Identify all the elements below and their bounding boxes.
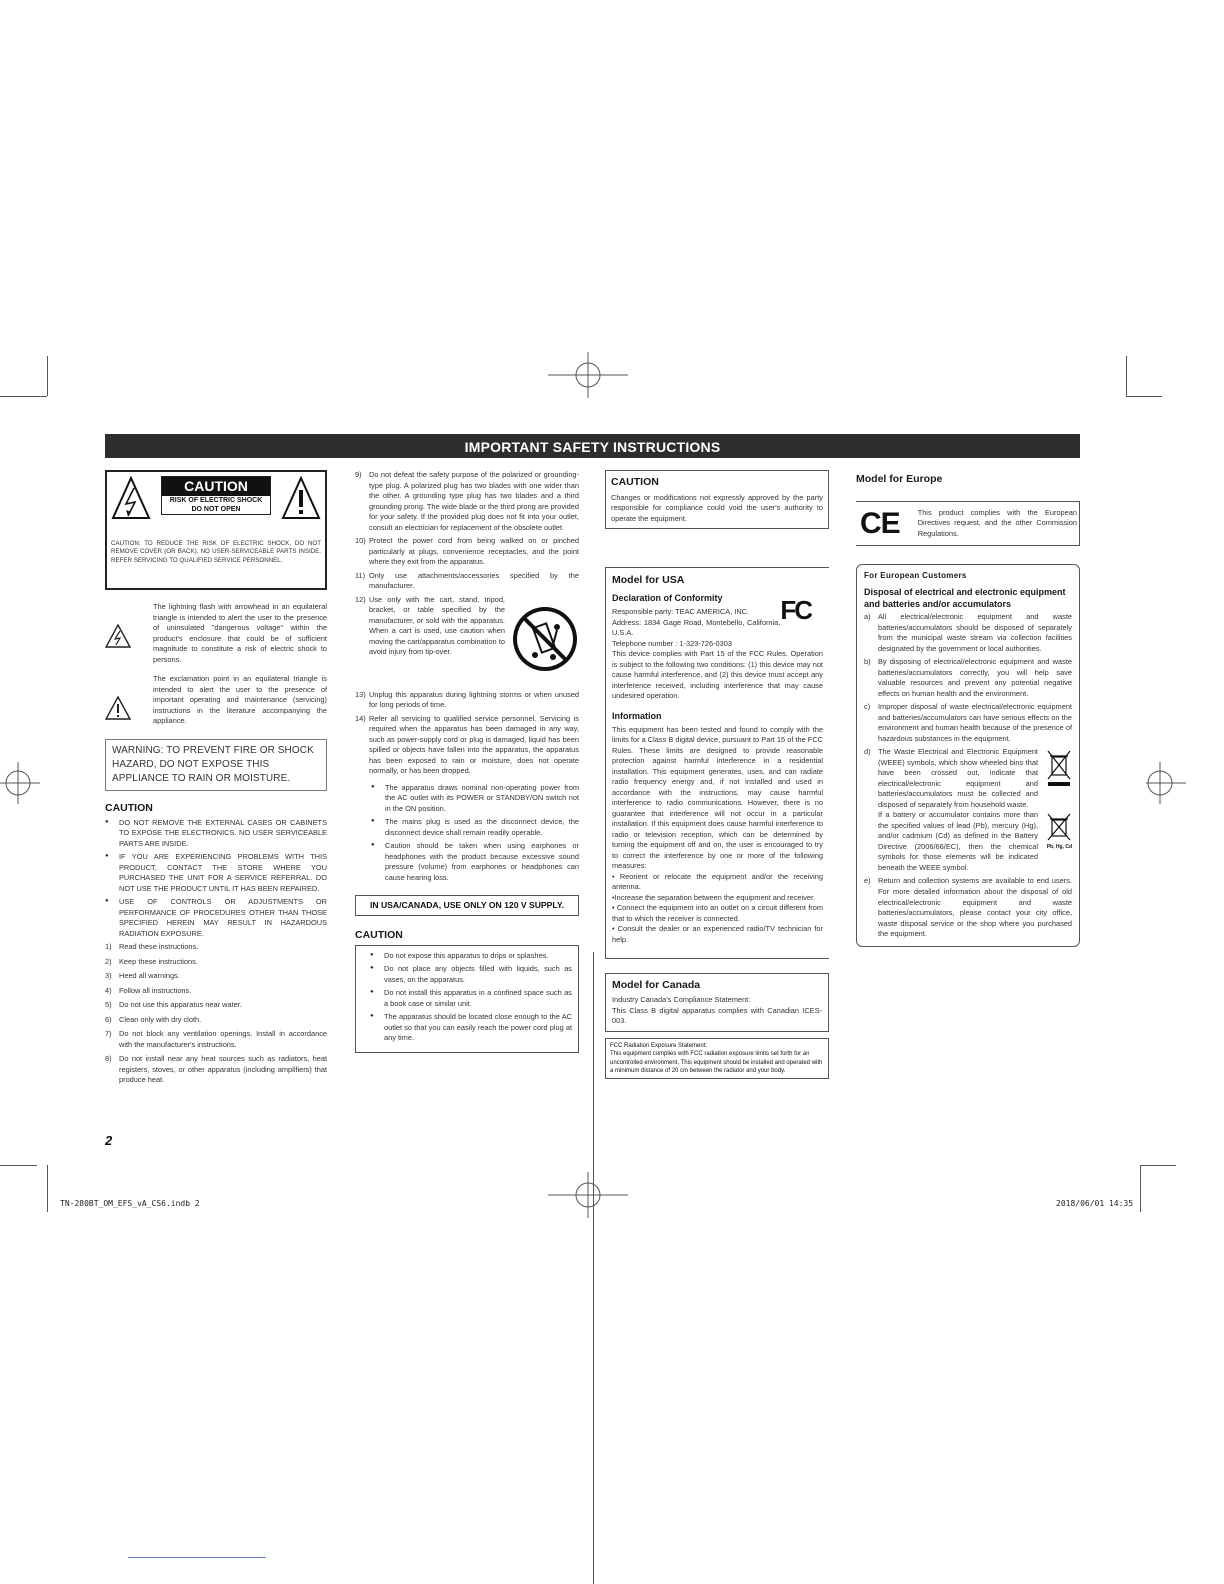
instruction-item: 3) Heed all warnings. [105,971,180,981]
bullets-14 [355,783,579,884]
instruction-item: 5) Do not use this apparatus near water. [105,1000,242,1010]
disposal-heading: Disposal of electrical and electronic equipment and batteries and/or accumulators [864,586,1066,609]
caution-item: ● IF YOU ARE EXPERIENCING PROBLEMS WITH THIS PRODUCT, CONTACT THE STORE WHERE YOU PURCHASED THE UNIT FOR A SERVICE REFERRAL. DO NOT USE THE PRODUCT UNTIL IT HAS BEEN REPAIRED. [105,852,327,894]
ce-section [856,501,1080,547]
bullet-item: ● The apparatus draws nominal non-operating power from the AC outlet with its POWER or STANDBY/ON switch not in the ON position. [371,783,579,815]
bin-chemical-label: Pb, Hg, Cd [1046,844,1072,851]
caution-list [105,818,327,940]
instruction-item: 4) Follow all instructions. [105,985,192,995]
caution2-item: ● Do not expose this apparatus to drips or splashes. [370,951,572,962]
weee-bin-icon [1046,749,1072,789]
instruction-item: 12) Use only with the cart, stand, tripod, bracket, or table specified by the manufacturer, or sold with the apparatus. When a cart is used, use caution when moving the cart/apparatus combination to avoid injury from tip-over. [355,595,579,687]
caution3-heading: CAUTION [611,476,659,488]
measure-item: • Consult the dealer or an experienced radio/TV technician for help. [612,924,823,944]
usa-supply-box: IN USA/CANADA, USE ONLY ON 120 V SUPPLY. [355,895,579,915]
bullet-item: ● Caution should be taken when using earphones or headphones with the product because excessive sound pressure (volume) from earphones or headphones can cause hearing loss. [371,841,579,883]
disposal-item: d) The Waste Electrical and Electronic Equipment (WEEE) symbols, which show wheeled bins that have been crossed out, indicate that electrical/electronic equipment and batteries/accumulators must be collected and disposed of separately from household waste. [864,747,1072,810]
lightning-symbol-text: The lightning flash with arrowhead in an equilateral triangle is intended to alert the user to the presence of uninsulated "dangerous voltage" within the product's enclosure that could be of sufficient magnitude to constitute a risk of electric shock to persons. [153,602,327,664]
page-title: IMPORTANT SAFETY INSTRUCTIONS [105,434,1080,458]
disposal-item: If a battery or accumulator contains more than the specified values of lead (Pb), mercury (Hg), and/or cadmium (Cd) as defined in the Battery Directive (2006/66/EC), then the chemical symbols for those elements will be indicated beneath the WEEE symbol. Pb, Hg, Cd [878,810,1072,872]
disposal-item: b) By disposing of electrical/electronic equipment and waste batteries/accumulators correctly, you will help save valuable resources and prevent any potential negative effects on human health and the environment. [864,657,1072,698]
cart-warning-icon [511,605,579,673]
lightning-triangle-icon [111,476,151,520]
disposal-item: a) All electrical/electronic equipment and waste batteries/accumulators should be disposed of separately from the municipal waste stream via collection facilities designated by the government or local authorities. [864,612,1072,653]
instruction-item: 14) Refer all servicing to qualified service personnel. Servicing is required when the apparatus has been damaged in any way, such as power-supply cord or plug is damaged, liquid has been spilled or objects have fallen into the apparatus, the apparatus has been exposed to rain or moisture, does not operate normally, or has been dropped. [355,713,579,776]
caution-item: ● USE OF CONTROLS OR ADJUSTMENTS OR PERFORMANCE OF PROCEDURES OTHER THAN THOSE SPECIFIED HEREIN MAY RESULT IN HAZARDOUS RADIATION EXPOSURE. [105,897,327,939]
bullet-item: ● The mains plug is used as the disconnect device, the disconnect device shall remain readily operable. [371,817,579,838]
caution2-item: ● Do not place any objects filled with liquids, such as vases, on the apparatus. [370,964,572,985]
caution2-item: ● The apparatus should be located close enough to the AC outlet so that you can easily reach the power cord plug at any time. [370,1012,572,1044]
canada-line1: Industry Canada's Compliance Statement: [612,995,751,1005]
measure-item: • Connect the equipment into an outlet on a circuit different from that to which the receiver is connected. [612,903,823,923]
lightning-symbol-icon [105,624,131,648]
registration-mark-bottom [548,1172,628,1218]
usa-address: Address: 1834 Gage Road, Montebello, California, U.S.A. [612,617,781,638]
fcc-logo-icon: FC [780,595,811,626]
caution2-heading: CAUTION [355,928,403,941]
exclamation-triangle-icon [281,476,321,520]
column-2 [355,470,579,1053]
fcc-rf-title: FCC Radiation Exposure Statement: [610,1042,708,1049]
caution-label-sub2: DO NOT OPEN [191,506,241,513]
caution3-box [605,470,829,529]
instruction-item: 13) Unplug this apparatus during lightning storms or when unused for long periods of time. [355,689,579,710]
fcc-rf-box [605,1038,829,1080]
column-1 [105,602,327,1086]
disposal-item: c) Improper disposal of waste electrical/electronic equipment and batteries/accumulators can have serious effects on the environment and human health because of the presence of hazardous substances in the equipment. [864,702,1072,743]
usa-section [605,567,829,959]
caution-label-text: CAUTION: TO REDUCE THE RISK OF ELECTRIC SHOCK, DO NOT REMOVE COVER (OR BACK). NO USER-SERVICEABLE PARTS INSIDE. REFER SERVICING TO QUALIFIED SERVICE PERSONNEL. [111,540,321,564]
instruction-item: 2) Keep these instructions. [105,956,198,966]
warning-box: WARNING: TO PREVENT FIRE OR SHOCK HAZARD, DO NOT EXPOSE THIS APPLIANCE TO RAIN OR MOISTURE. [105,739,327,791]
eu-customers-heading: For European Customers [864,571,967,581]
caution-label-title: CAUTION [162,477,270,496]
registration-mark-left [0,762,40,804]
registration-mark-top [548,352,628,398]
canada-section [605,973,829,1031]
doc-heading: Declaration of Conformity [612,593,723,604]
caution2-item: ● Do not install this apparatus in a confined space such as a book case or similar unit. [370,988,572,1009]
eu-disposal-box [856,564,1080,946]
column-4 [856,470,1080,947]
column-divider [593,952,594,1584]
caution3-text: Changes or modifications not expressly approved by the party responsible for compliance could void the user's authority to operate the equipment. [611,492,823,523]
caution-label-sub1: RISK OF ELECTRIC SHOCK [169,497,263,504]
info-text: This equipment has been tested and found to comply with the limits for a Class B digital device, pursuant to Part 15 of the FCC Rules. These limits are designed to provide reasonable protection against harmful interference in a residential installation. This equipment generates, uses, and can radiate radio frequency energy and, if not installed and used in accordance with the instructions, may cause harmful interference to radio communications. However, there is no guarantee that interference will not occur in a particular installation. If this equipment does cause harmful interference to radio or television reception, which can be determined by turning the equipment off and on, the user is encouraged to try to correct the interference by one or more of the following measures: [612,724,823,871]
disposal-list [864,612,1072,939]
europe-heading: Model for Europe [856,473,943,485]
footer-date: 2018/06/01 14:35 [1056,1199,1134,1208]
instruction-list [105,942,327,1086]
caution-label [105,470,327,590]
usa-compliance: This device complies with Part 15 of the FCC Rules. Operation is subject to the following two conditions: (1) this device may not cause harmful interference, and (2) this device must accept any interference received, including interference that may cause undesired operation. [612,649,823,701]
exclamation-symbol-text: The exclamation point in an equilateral triangle is intended to alert the user to the presence of important operating and maintenance (servicing) instructions in the literature accompanying the appliance. [153,674,327,726]
instruction-item: 6) Clean only with dry cloth. [105,1014,202,1024]
usa-phone: Telephone number : 1-323-726-0303 [612,638,732,648]
caution-heading: CAUTION [105,801,153,814]
usa-party: Responsible party: TEAC AMERICA, INC. [612,607,750,617]
exclamation-symbol-icon [105,696,131,720]
instruction-item: 11) Only use attachments/accessories specified by the manufacturer. [355,570,579,591]
ce-logo-icon: CE [860,506,900,540]
caution-item: ● DO NOT REMOVE THE EXTERNAL CASES OR CABINETS TO EXPOSE THE ELECTRONICS. NO USER SERVICEABLE PARTS ARE INSIDE. [105,818,327,850]
fcc-rf-text: This equipment complies with FCC radiation exposure limits set forth for an uncontrolled environment. This equipment should be installed and operated with a minimum distance of 20 cm between the radiator and your body. [610,1051,823,1075]
instruction-item: 8) Do not install near any heat sources such as radiators, heat registers, stoves, or other apparatus (including amplifiers) that produce heat. [105,1054,327,1085]
instruction-list-continued [355,470,579,777]
lightning-symbol-note [105,602,327,665]
info-heading: Information [612,710,662,721]
instruction-item: 10) Protect the power cord from being walked on or pinched particularly at plugs, convenience receptacles, and the point where they exit from the apparatus. [355,536,579,567]
measure-item: • Reorient or relocate the equipment and/or the receiving antenna. [612,871,823,892]
caution-label-center [161,476,271,515]
page-number: 2 [105,1133,113,1148]
instruction-item: 7) Do not block any ventilation openings. Install in accordance with the manufacturer's instructions. [105,1029,327,1049]
disposal-item: e) Return and collection systems are available to end users. For more detailed information about the disposal of old electrical/electronic equipment and waste batteries/accumulators, please contact your city office, waste disposal service or the shop where you purchased the equipment. [864,876,1072,939]
column-3 [605,470,829,1079]
footer-rule [128,1557,266,1558]
ce-text: This product complies with the European Directives request, and the other Commission Regulations. [917,507,1077,538]
measure-item: •Increase the separation between the equipment and receiver. [612,892,816,902]
canada-heading: Model for Canada [612,979,701,992]
footer-file: TN-280BT_OM_EFS_vA_CS6.indb 2 [60,1199,200,1208]
instruction-item: 9) Do not defeat the safety purpose of the polarized or grounding-type plug. A polarized plug has two blades with one wider than the other. A grounding type plug has two blades and a third grounding prong. The wide blade or the third prong are provided for your safety. If the provided plug does not fit into your outlet, consult an electrician for replacement of the obsolete outlet. [355,470,579,532]
weee-battery-bin-icon [1046,812,1072,844]
canada-line2: This Class B digital apparatus complies with Canadian ICES-003. [612,1005,822,1026]
exclamation-symbol-note [105,674,327,727]
usa-heading: Model for USA [612,574,685,587]
registration-mark-right [1146,762,1186,804]
instruction-item: 1) Read these instructions. [105,942,199,952]
caution2-box [355,945,579,1053]
